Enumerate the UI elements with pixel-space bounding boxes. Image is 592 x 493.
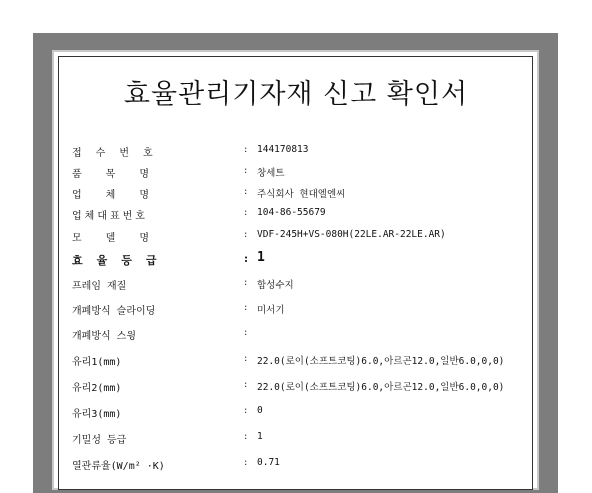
field-colon: :	[244, 353, 248, 364]
field-colon: :	[244, 457, 248, 468]
field-label: 업체명	[72, 190, 173, 201]
field-value: 1	[257, 431, 263, 442]
field-colon: :	[244, 277, 248, 288]
field-row-opening-swing	[72, 327, 552, 343]
field-label: 기밀성 등급	[72, 435, 127, 446]
field-colon: :	[244, 327, 248, 338]
field-label: 개폐방식 스윙	[72, 331, 136, 342]
field-colon: :	[244, 302, 248, 313]
field-row-glass-1	[72, 353, 552, 369]
field-value: 합성수지	[257, 280, 294, 291]
field-value: 0.71	[257, 457, 280, 468]
field-row-item-name	[72, 165, 552, 181]
field-value: 미서기	[257, 305, 285, 316]
field-row-frame-material	[72, 277, 552, 293]
field-label: 접수번호	[72, 148, 167, 159]
field-row-opening-sliding	[72, 302, 552, 318]
field-label: 모델명	[72, 233, 173, 244]
field-colon: :	[244, 252, 249, 265]
document-title: 효율관리기자재 신고 확인서	[123, 79, 469, 110]
field-colon: :	[244, 207, 248, 218]
paper	[58, 56, 533, 490]
field-label: 업체대표번호	[72, 211, 148, 222]
field-label: 유리1(mm)	[72, 357, 122, 368]
field-value: 22.0(로이(소프트코팅)6.0,아르곤12.0,일반6.0,0,0)	[257, 382, 505, 393]
field-colon: :	[244, 229, 248, 240]
field-row-efficiency-grade	[72, 252, 552, 268]
field-label: 열관류율(W/m² ·K)	[72, 461, 165, 472]
field-row-receipt-number	[72, 144, 552, 160]
field-label: 유리2(mm)	[72, 383, 122, 394]
field-label: 품목명	[72, 169, 173, 180]
field-label: 효율등급	[72, 254, 171, 267]
field-colon: :	[244, 165, 248, 176]
field-label: 유리3(mm)	[72, 409, 122, 420]
field-row-company-name	[72, 186, 552, 202]
field-colon: :	[244, 379, 248, 390]
field-row-glass-3	[72, 405, 552, 421]
field-label: 프레임 재질	[72, 281, 127, 292]
field-value: 창세트	[257, 168, 285, 179]
field-value: 104-86-55679	[257, 207, 326, 218]
field-value: 주식회사 현대엘엔씨	[257, 189, 346, 200]
field-colon: :	[244, 431, 248, 442]
field-value: 0	[257, 405, 263, 416]
field-value: 144170813	[257, 144, 309, 155]
field-row-heat-transmittance	[72, 457, 552, 473]
field-row-glass-2	[72, 379, 552, 395]
field-value: VDF-245H+VS-080H(22LE.AR-22LE.AR)	[257, 229, 446, 240]
field-label: 개폐방식 슬라이딩	[72, 306, 156, 317]
field-row-airtightness-grade	[72, 431, 552, 447]
field-colon: :	[244, 186, 248, 197]
field-value: 22.0(로이(소프트코팅)6.0,아르곤12.0,일반6.0,0,0)	[257, 356, 505, 367]
field-colon: :	[244, 405, 248, 416]
field-row-company-phone	[72, 207, 552, 223]
field-value: 1	[257, 250, 265, 265]
field-colon: :	[244, 144, 248, 155]
field-row-model-name	[72, 229, 552, 245]
